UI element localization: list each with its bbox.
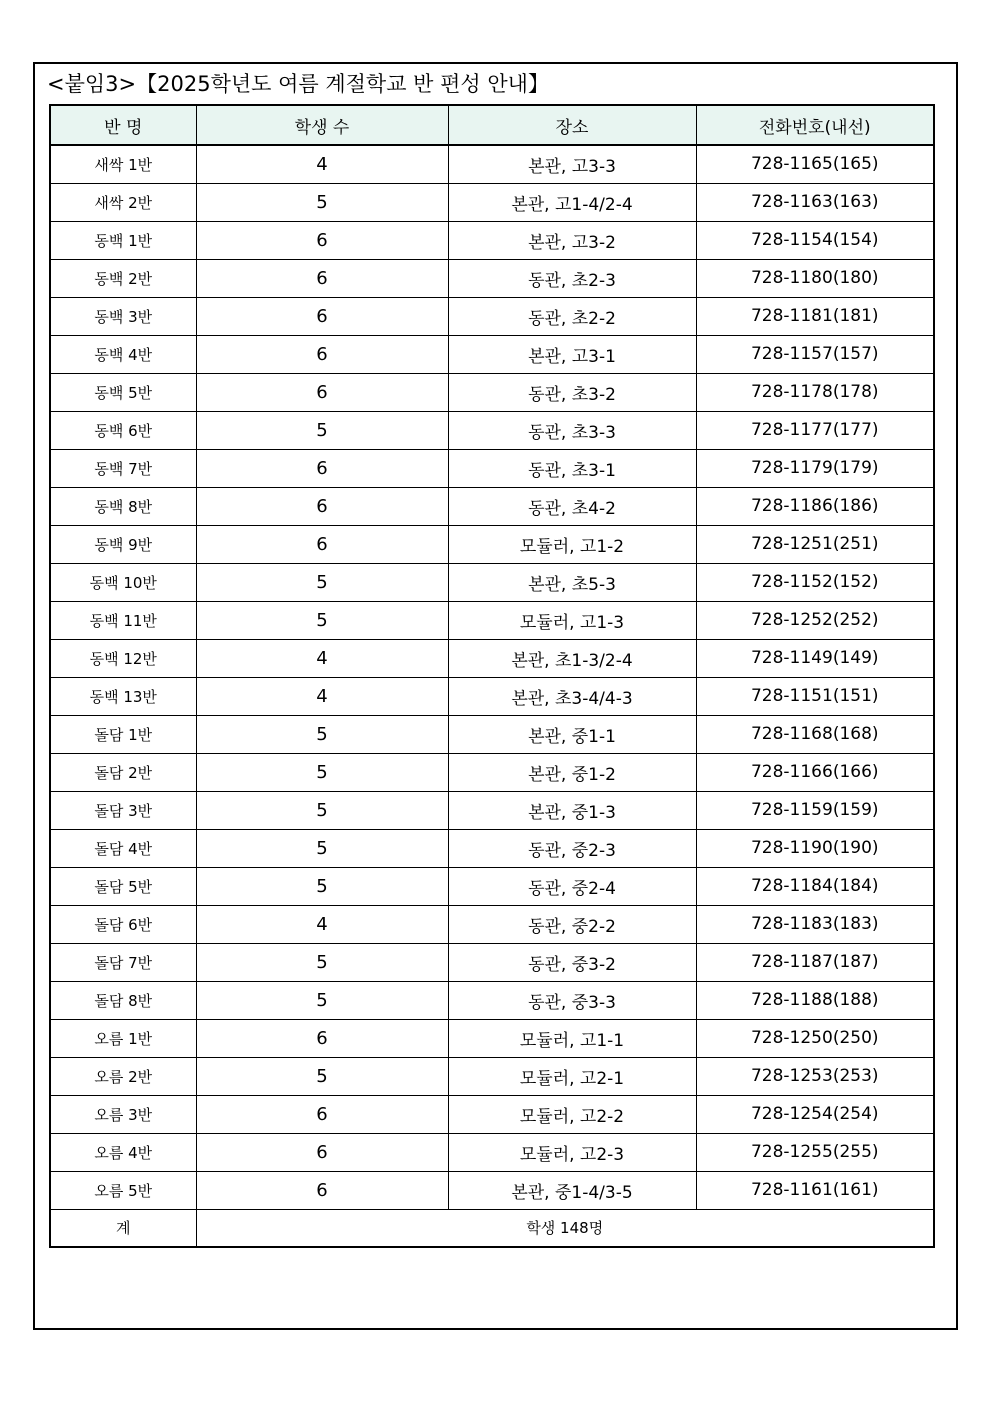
student-count-cell: 6 — [196, 1171, 448, 1209]
location-cell: 모듈러, 고2-2 — [448, 1095, 696, 1133]
phone-cell: 728-1252(252) — [696, 601, 934, 639]
student-count-cell: 5 — [196, 943, 448, 981]
student-count-cell: 6 — [196, 1095, 448, 1133]
table-row — [50, 563, 934, 601]
location-cell: 모듈러, 고1-1 — [448, 1019, 696, 1057]
student-count-cell: 6 — [196, 449, 448, 487]
table-row — [50, 335, 934, 373]
class-name-cell: 동백 3반 — [50, 297, 196, 335]
location-cell: 본관, 중1-1 — [448, 715, 696, 753]
phone-cell: 728-1253(253) — [696, 1057, 934, 1095]
table-row — [50, 1019, 934, 1057]
table-row — [50, 525, 934, 563]
class-name-cell: 오름 3반 — [50, 1095, 196, 1133]
class-name-cell: 동백 8반 — [50, 487, 196, 525]
student-count-cell: 5 — [196, 867, 448, 905]
class-name-cell: 오름 1반 — [50, 1019, 196, 1057]
class-name-cell: 동백 10반 — [50, 563, 196, 601]
table-header-row — [50, 105, 934, 145]
phone-cell: 728-1152(152) — [696, 563, 934, 601]
phone-cell: 728-1163(163) — [696, 183, 934, 221]
student-count-cell: 6 — [196, 487, 448, 525]
class-name-cell: 돌담 5반 — [50, 867, 196, 905]
phone-cell: 728-1255(255) — [696, 1133, 934, 1171]
student-count-cell: 6 — [196, 1133, 448, 1171]
table-row — [50, 715, 934, 753]
table-row — [50, 791, 934, 829]
phone-cell: 728-1149(149) — [696, 639, 934, 677]
location-cell: 모듈러, 고1-2 — [448, 525, 696, 563]
location-cell: 모듈러, 고2-3 — [448, 1133, 696, 1171]
student-count-cell: 4 — [196, 677, 448, 715]
location-cell: 동관, 초2-2 — [448, 297, 696, 335]
student-count-cell: 5 — [196, 1057, 448, 1095]
phone-cell: 728-1165(165) — [696, 145, 934, 183]
class-name-cell: 동백 11반 — [50, 601, 196, 639]
class-name-cell: 동백 13반 — [50, 677, 196, 715]
phone-cell: 728-1183(183) — [696, 905, 934, 943]
student-count-cell: 6 — [196, 221, 448, 259]
class-name-cell: 새싹 2반 — [50, 183, 196, 221]
student-count-cell: 5 — [196, 715, 448, 753]
table-row — [50, 639, 934, 677]
table-row — [50, 221, 934, 259]
location-cell: 모듈러, 고1-3 — [448, 601, 696, 639]
class-name-cell: 동백 7반 — [50, 449, 196, 487]
location-cell: 본관, 중1-3 — [448, 791, 696, 829]
phone-cell: 728-1188(188) — [696, 981, 934, 1019]
student-count-cell: 6 — [196, 259, 448, 297]
header-location: 장소 — [448, 105, 696, 145]
phone-cell: 728-1166(166) — [696, 753, 934, 791]
phone-cell: 728-1179(179) — [696, 449, 934, 487]
student-count-cell: 5 — [196, 411, 448, 449]
phone-cell: 728-1151(151) — [696, 677, 934, 715]
class-name-cell: 새싹 1반 — [50, 145, 196, 183]
table-row — [50, 867, 934, 905]
phone-cell: 728-1154(154) — [696, 221, 934, 259]
phone-cell: 728-1168(168) — [696, 715, 934, 753]
location-cell: 동관, 중2-4 — [448, 867, 696, 905]
student-count-cell: 5 — [196, 753, 448, 791]
location-cell: 동관, 초2-3 — [448, 259, 696, 297]
class-name-cell: 돌담 1반 — [50, 715, 196, 753]
location-cell: 본관, 초5-3 — [448, 563, 696, 601]
student-count-cell: 6 — [196, 335, 448, 373]
phone-cell: 728-1180(180) — [696, 259, 934, 297]
student-count-cell: 5 — [196, 981, 448, 1019]
header-class-name: 반 명 — [50, 105, 196, 145]
header-phone: 전화번호(내선) — [696, 105, 934, 145]
total-row — [50, 1209, 934, 1247]
table-row — [50, 259, 934, 297]
phone-cell: 728-1178(178) — [696, 373, 934, 411]
location-cell: 동관, 중2-3 — [448, 829, 696, 867]
phone-cell: 728-1181(181) — [696, 297, 934, 335]
class-name-cell: 동백 5반 — [50, 373, 196, 411]
table-row — [50, 1133, 934, 1171]
student-count-cell: 4 — [196, 639, 448, 677]
student-count-cell: 6 — [196, 373, 448, 411]
location-cell: 본관, 초3-4/4-3 — [448, 677, 696, 715]
table-row — [50, 449, 934, 487]
table-row — [50, 297, 934, 335]
phone-cell: 728-1177(177) — [696, 411, 934, 449]
location-cell: 본관, 고3-3 — [448, 145, 696, 183]
class-name-cell: 오름 2반 — [50, 1057, 196, 1095]
class-name-cell: 돌담 4반 — [50, 829, 196, 867]
class-name-cell: 돌담 3반 — [50, 791, 196, 829]
table-row — [50, 753, 934, 791]
class-name-cell: 돌담 6반 — [50, 905, 196, 943]
class-name-cell: 동백 6반 — [50, 411, 196, 449]
class-name-cell: 동백 12반 — [50, 639, 196, 677]
header-student-count: 학생 수 — [196, 105, 448, 145]
class-name-cell: 동백 2반 — [50, 259, 196, 297]
total-value: 학생 148명 — [196, 1209, 934, 1247]
table-row — [50, 981, 934, 1019]
location-cell: 본관, 중1-2 — [448, 753, 696, 791]
table-row — [50, 1057, 934, 1095]
total-label: 계 — [50, 1209, 196, 1247]
class-name-cell: 동백 4반 — [50, 335, 196, 373]
student-count-cell: 4 — [196, 905, 448, 943]
table-row — [50, 373, 934, 411]
student-count-cell: 5 — [196, 829, 448, 867]
student-count-cell: 5 — [196, 183, 448, 221]
table-row — [50, 601, 934, 639]
phone-cell: 728-1186(186) — [696, 487, 934, 525]
location-cell: 본관, 고3-1 — [448, 335, 696, 373]
location-cell: 동관, 초4-2 — [448, 487, 696, 525]
table-row — [50, 145, 934, 183]
table-row — [50, 411, 934, 449]
document-title: <붙임3>【2025학년도 여름 계절학교 반 편성 안내】 — [47, 72, 549, 96]
phone-cell: 728-1250(250) — [696, 1019, 934, 1057]
class-name-cell: 오름 4반 — [50, 1133, 196, 1171]
location-cell: 동관, 초3-1 — [448, 449, 696, 487]
student-count-cell: 4 — [196, 145, 448, 183]
location-cell: 모듈러, 고2-1 — [448, 1057, 696, 1095]
student-count-cell: 6 — [196, 1019, 448, 1057]
location-cell: 동관, 초3-3 — [448, 411, 696, 449]
student-count-cell: 5 — [196, 791, 448, 829]
class-name-cell: 동백 1반 — [50, 221, 196, 259]
phone-cell: 728-1157(157) — [696, 335, 934, 373]
phone-cell: 728-1184(184) — [696, 867, 934, 905]
class-name-cell: 동백 9반 — [50, 525, 196, 563]
phone-cell: 728-1187(187) — [696, 943, 934, 981]
document-frame — [33, 62, 958, 1330]
student-count-cell: 5 — [196, 601, 448, 639]
class-name-cell: 오름 5반 — [50, 1171, 196, 1209]
table-body — [50, 145, 934, 1247]
table-row — [50, 829, 934, 867]
class-name-cell: 돌담 2반 — [50, 753, 196, 791]
location-cell: 본관, 고1-4/2-4 — [448, 183, 696, 221]
student-count-cell: 6 — [196, 297, 448, 335]
table-row — [50, 487, 934, 525]
phone-cell: 728-1254(254) — [696, 1095, 934, 1133]
table-row — [50, 905, 934, 943]
table-row — [50, 183, 934, 221]
student-count-cell: 5 — [196, 563, 448, 601]
location-cell: 동관, 중2-2 — [448, 905, 696, 943]
class-roster-table — [49, 104, 935, 1248]
class-name-cell: 돌담 8반 — [50, 981, 196, 1019]
location-cell: 동관, 중3-3 — [448, 981, 696, 1019]
class-name-cell: 돌담 7반 — [50, 943, 196, 981]
table-row — [50, 1171, 934, 1209]
student-count-cell: 6 — [196, 525, 448, 563]
location-cell: 본관, 중1-4/3-5 — [448, 1171, 696, 1209]
table-row — [50, 677, 934, 715]
location-cell: 본관, 초1-3/2-4 — [448, 639, 696, 677]
table-row — [50, 1095, 934, 1133]
phone-cell: 728-1190(190) — [696, 829, 934, 867]
phone-cell: 728-1251(251) — [696, 525, 934, 563]
location-cell: 본관, 고3-2 — [448, 221, 696, 259]
phone-cell: 728-1159(159) — [696, 791, 934, 829]
phone-cell: 728-1161(161) — [696, 1171, 934, 1209]
location-cell: 동관, 중3-2 — [448, 943, 696, 981]
table-row — [50, 943, 934, 981]
location-cell: 동관, 초3-2 — [448, 373, 696, 411]
